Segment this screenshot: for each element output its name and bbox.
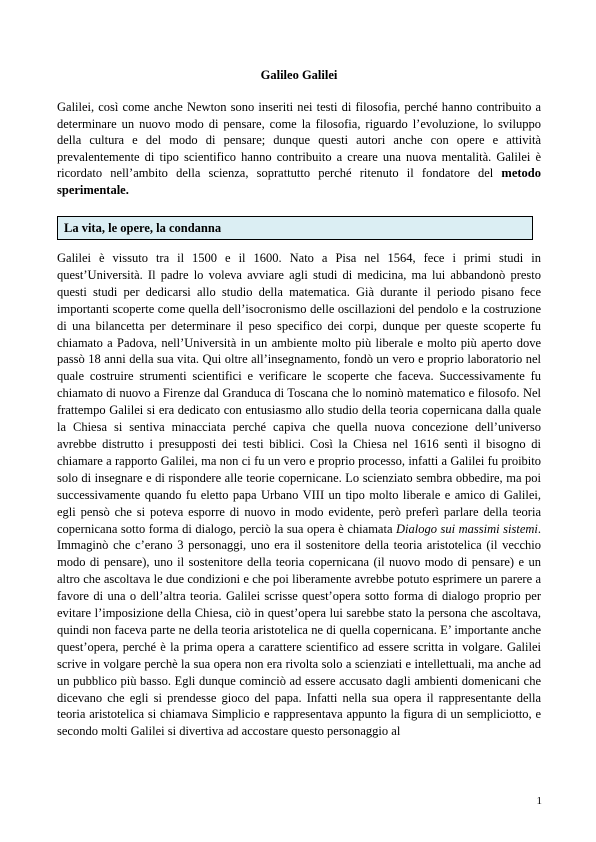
body-italic-title: Dialogo sui massimi sistemi bbox=[396, 521, 538, 536]
body-text-start: Galilei è vissuto tra il 1500 e il 1600. Nato a Pisa nel 1564, fece i primi studi in quest’Università. Il padre lo voleva avviare agli studi di medicina, ma lui abbandonò presto questi studi per dedicarsi allo studio della matematica. Già durante il periodo pisano fece importanti scoperte come quella dell’isocronismo delle oscillazioni del pendolo e la costruzione di una bilancetta per determinare il peso specifico dei corpi, dunque per queste scoperte fu chiamato a Padova, nell’Università in un ambiente molto più liberale e molto più aperto dove passò 18 anni della sua vita. Qui oltre all’insegnamento, fondò un vero e proprio laboratorio nel quale costruire strumenti scientifici e verificare le scoperte che faceva. Successivamente fu chiamato di nuovo a Firenze dal Granduca di Toscana che lo nominò matematico e filosofo. Nel frattempo Galilei si era dedicato con entusiasmo allo studio della teoria copernicana dalla quale la Chiesa si sentiva minacciata perché capiva che quella nuova concezione dell’universo avrebbe distrutto i presupposti dei testi biblici. Così la Chiesa nel 1616 sentì il bisogno di chiamare a rapporto Galilei, ma non ci fu un vero e proprio processo, infatti a Galilei fu proibito solo di insegnare e di rispondere alle teorie copernicane. Lo scienziato sembra obbedire, ma poi successivamente quando fu eletto papa Urbano VIII un tipo molto liberale e amico di Galilei, egli pensò che si poteva esporre di nuovo in modo evidente, però preferì parlare della teoria copernicana sotto forma di dialogo, perciò la sua opera è chiamata bbox=[57, 251, 541, 536]
page-title: Galileo Galilei bbox=[260, 68, 338, 82]
body-text-end: . Immaginò che c’erano 3 personaggi, uno era il sostenitore della teoria aristotelica (il vecchio modo di pensare), uno il sostenitore della teoria copernicana (il nuovo modo di pensare) e un altro che ascoltava le due condizioni e che poi liberamente avrebbe potuto esprimere un parere a favore di una o dell’altra teoria. Galilei scrisse quest’opera sotto forma di dialogo proprio per evitare l’imposizione della Chiesa, ciò in quest’opera lui sarebbe stato la persona che ascoltava, quindi non faceva parte ne della teoria aristotelica ne di quella copernicana. E’ importante anche quest’opera, perché è la prima opera a carattere scientifico ad essere scritta in volgare. Galilei scrive in volgare perchè la sua opera non era rivolta solo a scienziati e intellettuali, ma anche ad un pubblico più basso. Egli dunque cominciò ad essere accusato dagli ambienti domenicani che dicevano che egli si prendesse gioco del papa. Infatti nella sua opera il rappresentante della teoria aristotelica si chiamava Simplicio e rappresentava appunto la figura di un sempliciotto, e secondo molti Galilei si divertiva ad accostare questo personaggio al bbox=[57, 521, 541, 739]
intro-text: Galilei, così come anche Newton sono inseriti nei testi di filosofia, perché hanno contribuito a determinare un nuovo modo di pensare, come la filosofia, riguardo l’evoluzione, lo sviluppo della cultura e del modo di pensare; dunque questi autori anche con opere e attività prevalentemente di tipo scientifico hanno contribuito a creare una nuova mentalità. Galilei è ricordato nell’ambito della scienza, soprattutto perché ritenuto il fondatore del bbox=[57, 100, 541, 180]
section-heading-box bbox=[57, 216, 533, 240]
section-heading: La vita, le opere, la condanna bbox=[64, 221, 222, 235]
body-paragraph bbox=[57, 250, 541, 740]
intro-paragraph bbox=[57, 99, 541, 198]
intro-bold-term: metodo sperimentale. bbox=[57, 166, 541, 197]
page-number: 1 bbox=[536, 795, 542, 807]
